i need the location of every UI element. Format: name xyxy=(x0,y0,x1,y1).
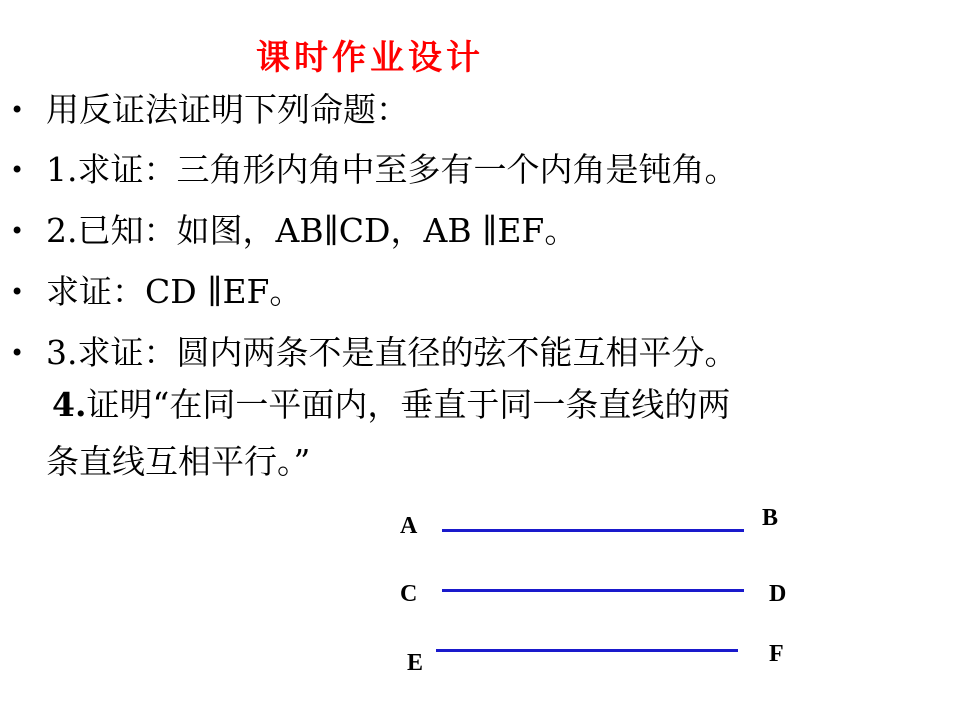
bullet-item xyxy=(0,203,960,259)
bullet-item xyxy=(0,264,960,320)
line-ef xyxy=(436,649,738,652)
bullet-item xyxy=(0,82,960,138)
label-f: F xyxy=(769,641,784,667)
bullet-text: 3.求证：圆内两条不是直径的弦不能互相平分。 xyxy=(46,333,738,372)
bullet-item xyxy=(0,142,960,198)
slide-title: 课时作业设计 xyxy=(256,38,484,78)
label-a: A xyxy=(400,513,418,539)
line-cd xyxy=(442,589,744,592)
bullet-dot: • xyxy=(10,217,25,245)
bullet-item xyxy=(0,325,960,381)
item-4-text: 证明“在同一平面内，垂直于同一条直线的两 xyxy=(86,385,731,424)
bullet-dot: • xyxy=(10,156,25,184)
label-d: D xyxy=(769,581,787,607)
parallel-lines-diagram xyxy=(380,495,820,695)
line-ab xyxy=(442,529,744,532)
bullet-text: 用反证法证明下列命题： xyxy=(46,90,409,129)
bullet-text: 求证：CD ∥EF。 xyxy=(46,272,303,311)
bullet-text: 1.求证：三角形内角中至多有一个内角是钝角。 xyxy=(46,150,738,189)
bullet-dot: • xyxy=(10,96,25,124)
label-b: B xyxy=(762,505,779,531)
item-4-line-1 xyxy=(52,377,730,433)
label-e: E xyxy=(407,650,424,676)
bullet-dot: • xyxy=(10,278,25,306)
label-c: C xyxy=(400,581,418,607)
bullet-dot: • xyxy=(10,339,25,367)
bullet-text: 2.已知：如图，AB∥CD，AB ∥EF。 xyxy=(46,211,578,250)
item-4-line-2: 条直线互相平行。” xyxy=(46,442,311,481)
item-4-number: 4. xyxy=(52,385,87,424)
